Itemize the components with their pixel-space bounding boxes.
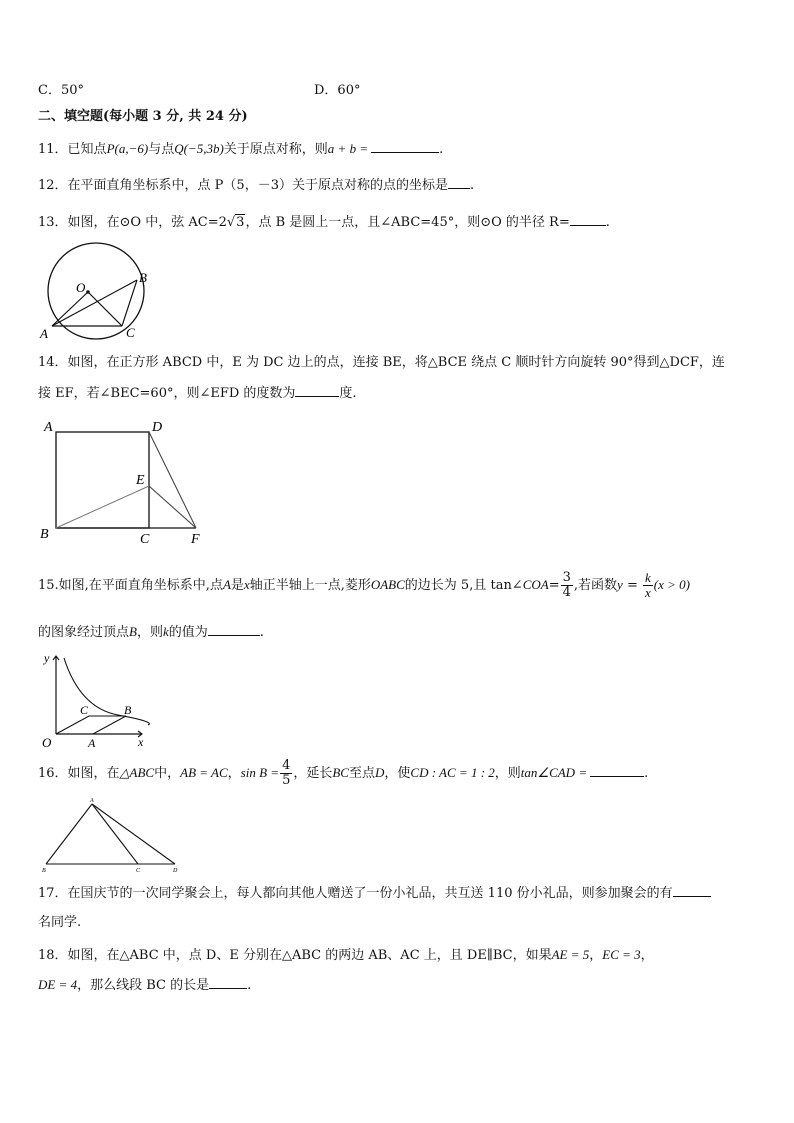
label-a: A [44, 420, 53, 435]
equation: AB = AC [180, 765, 228, 780]
option-d: D．60° [314, 83, 361, 98]
question-16 [38, 756, 648, 790]
section-heading: 二、填空题(每小题 3 分, 共 24 分) [38, 109, 248, 124]
sqrt-radicand: 3 [236, 215, 245, 230]
q12-text: 12．在平面直角坐标系中，点 P（5，－3）关于原点对称的点的坐标是 [38, 178, 448, 193]
segment-bc: BC [332, 765, 349, 780]
square-figure [36, 416, 216, 546]
question-12 [38, 176, 474, 195]
var-k: k [162, 624, 169, 639]
separator: ， [589, 948, 603, 963]
answer-blank[interactable] [371, 140, 439, 153]
answer-blank[interactable] [448, 176, 470, 189]
question-14-line1: 14．如图，在正方形 ABCD 中，E 为 DC 边上的点，连接 BE，将△BCE 绕点 C 顺时针方向旋转 90°得到△DCF，连 [38, 355, 725, 370]
tan-expression: tan∠CAD = [520, 765, 588, 780]
label-c: C [80, 703, 89, 717]
label-b: B [139, 270, 147, 285]
label-e: E [136, 473, 145, 488]
circle-figure [30, 240, 160, 345]
q18-text: 18．如图，在△ABC 中，点 D、E 分别在△ABC 的两边 AB、AC 上，且 DE∥BC，如果 [38, 948, 552, 963]
q11-expression: a + b = [327, 141, 369, 156]
separator: ， [640, 948, 654, 963]
label-a: A [40, 326, 48, 341]
q15-text: 轴正半轴上一点,菱形 [249, 578, 371, 593]
period: . [439, 142, 444, 157]
equation-de: DE = 4 [38, 977, 78, 992]
point-p: P(a,−6) [106, 141, 149, 156]
angle-name: COA [522, 577, 549, 592]
question-17-line2: 名同学. [38, 915, 82, 930]
answer-blank[interactable] [673, 884, 711, 897]
q18-text: ，那么线段 BC 的长是 [77, 978, 210, 993]
q16-text: 至点 [348, 766, 375, 781]
numerator: 4 [282, 758, 291, 773]
label-d: D [152, 420, 163, 435]
equation-ec: EC = 3 [602, 947, 641, 962]
label-c: C [140, 532, 150, 547]
label-c: C [136, 868, 141, 874]
label-b: B [40, 527, 49, 542]
q15-text: ,若函数 [573, 578, 618, 593]
point-q: Q(−5,3b) [174, 141, 224, 156]
answer-blank[interactable] [570, 213, 606, 226]
answer-blank[interactable] [208, 623, 260, 636]
question-14-line2 [38, 384, 357, 403]
question-17-line1 [38, 884, 711, 903]
domain-condition: (x > 0) [653, 577, 690, 592]
q16-text: ，则 [494, 766, 521, 781]
question-15-line1 [38, 568, 690, 602]
numerator: 3 [562, 570, 571, 585]
q15-text: 15.如图,在平面直角坐标系中,点 [38, 578, 223, 593]
equation-ae: AE = 5 [551, 947, 590, 962]
q16-text: ，延长 [293, 766, 333, 781]
period: . [605, 215, 610, 230]
axis-label-x: x [138, 735, 144, 749]
label-b: B [124, 703, 132, 717]
label-d: D [173, 868, 178, 874]
label-a: A [90, 798, 94, 804]
question-13: 13．如图，在⊙O 中，弦 AC=2√3，点 B 是圆上一点，且∠ABC=45°，则⊙O 的半径 R= . [38, 215, 610, 230]
question-15-line2 [38, 623, 264, 642]
q16-text: ，使 [384, 766, 411, 781]
denominator: 5 [282, 773, 291, 788]
period: . [469, 178, 475, 193]
axis-label-y: y [44, 651, 50, 665]
q14-text: 接 EF，若∠BEC=60°，则∠EFD 的度数为 [38, 386, 296, 401]
sine-expression: sin B = [240, 765, 280, 780]
question-18-line2 [38, 976, 251, 995]
label-a: A [88, 736, 96, 750]
period: . [259, 625, 264, 640]
q16-text: 中， [154, 766, 181, 781]
q14-text: 度. [339, 386, 357, 401]
q11-text: 已知点 [67, 142, 107, 157]
answer-blank[interactable] [295, 384, 339, 397]
fraction-k-x [643, 571, 653, 600]
equals: = [548, 578, 560, 593]
q15-text: 的边长为 5,且 tan∠ [404, 578, 523, 593]
answer-blank[interactable] [590, 764, 644, 777]
q16-text: ， [227, 766, 241, 781]
q16-text: 16．如图，在 [38, 766, 120, 781]
period: . [644, 766, 649, 781]
q13-text: ，点 B 是圆上一点，且∠ABC=45°，则⊙O 的半径 R= [245, 215, 570, 230]
q15-text: 的图象经过顶点 [38, 625, 130, 640]
ratio: CD : AC = 1 : 2 [410, 765, 495, 780]
equals: = [622, 578, 642, 593]
var-x: x [243, 577, 250, 592]
var-b: B [129, 624, 137, 639]
label-f: F [191, 532, 200, 547]
point-d: D [375, 765, 385, 780]
q15-text: ，则 [136, 625, 163, 640]
hyperbola-figure [38, 648, 158, 752]
triangle-figure [40, 794, 190, 876]
label-b: B [42, 868, 46, 874]
fraction-3-4 [561, 571, 573, 600]
q15-text: 的值为 [168, 625, 208, 640]
answer-blank[interactable] [209, 976, 247, 989]
rhombus-name: OABC [370, 577, 405, 592]
option-c: C．50° [38, 83, 84, 98]
var-y: y [617, 577, 623, 592]
label-c: C [126, 325, 135, 340]
q15-text: 是 [230, 578, 244, 593]
q13-text: 13．如图，在⊙O 中，弦 AC=2 [38, 215, 227, 230]
question-number: 11． [38, 142, 68, 157]
var-a: A [222, 577, 231, 592]
denominator: 4 [562, 585, 571, 600]
q11-text: 关于原点对称，则 [223, 142, 328, 157]
numerator: k [645, 570, 651, 585]
fraction-4-5 [280, 759, 292, 788]
question-11 [38, 140, 443, 159]
question-18-line1 [38, 946, 654, 965]
period: . [247, 978, 252, 993]
label-o: O [42, 735, 52, 750]
denominator: x [645, 585, 651, 600]
q17-text: 17．在国庆节的一次同学聚会上，每人都向其他人赠送了一份小礼品，共互送 110 份小礼品，则参加聚会的有 [38, 886, 673, 901]
label-o: O [76, 280, 86, 295]
q11-text: 与点 [148, 142, 175, 157]
triangle-name: △ABC [119, 765, 155, 780]
